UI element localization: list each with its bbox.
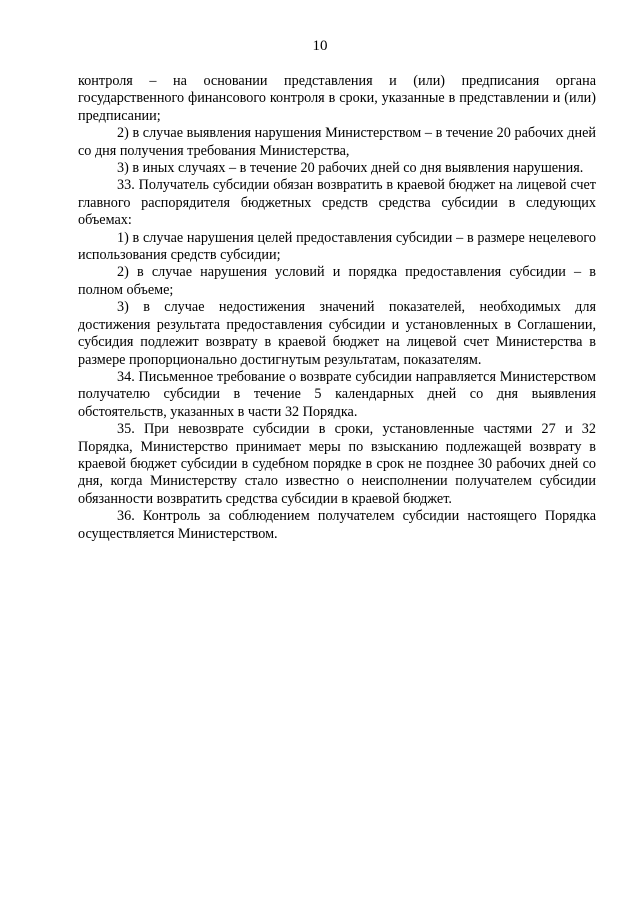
paragraph-34: 34. Письменное требование о возврате субсидии направляется Министерством получателю субсидии в течение 5 календарных дней со дня выявления обстоятельств, указанных в части 32 Порядка.	[78, 368, 596, 420]
paragraph-33-item-2: 2) в случае нарушения условий и порядка предоставления субсидии – в полном объеме;	[78, 264, 596, 298]
paragraph-33-item-3: 3) в случае недостижения значений показателей, необходимых для достижения результата предоставления субсидии и установленных в Соглашении, субсидия подлежит возврату в краевой бюджет на лицевой счет Министерства в размере пропорционально достигнутым результатам, показателям.	[78, 299, 596, 368]
paragraph-36: 36. Контроль за соблюдением получателем субсидии настоящего Порядка осуществляется Министерством.	[78, 508, 596, 542]
paragraph-item-2: 2) в случае выявления нарушения Министерством – в течение 20 рабочих дней со дня получения требования Министерства,	[78, 125, 596, 159]
paragraph-continuation: контроля – на основании представления и (или) предписания органа государственного финансового контроля в сроки, указанные в представлении и (или) предписании;	[78, 73, 596, 124]
page-number: 10	[312, 38, 328, 54]
paragraph-33: 33. Получатель субсидии обязан возвратить в краевой бюджет на лицевой счет главного распорядителя бюджетных средств средства субсидии в следующих объемах:	[78, 177, 596, 229]
document-body	[78, 73, 596, 543]
paragraph-33-item-1: 1) в случае нарушения целей предоставления субсидии – в размере нецелевого использования средств субсидии;	[78, 229, 596, 264]
paragraph-35: 35. При невозврате субсидии в сроки, установленные частями 27 и 32 Порядка, Министерство принимает меры по взысканию подлежащей возврату в краевой бюджет субсидии в судебном порядке в срок не позднее 30 рабочих дней со дня, когда Министерству стало известно о неисполнении получателем субсидии обязанности возвратить средства субсидии в краевой бюджет.	[78, 421, 596, 507]
paragraph-item-3: 3) в иных случаях – в течение 20 рабочих дней со дня выявления нарушения.	[117, 160, 584, 177]
